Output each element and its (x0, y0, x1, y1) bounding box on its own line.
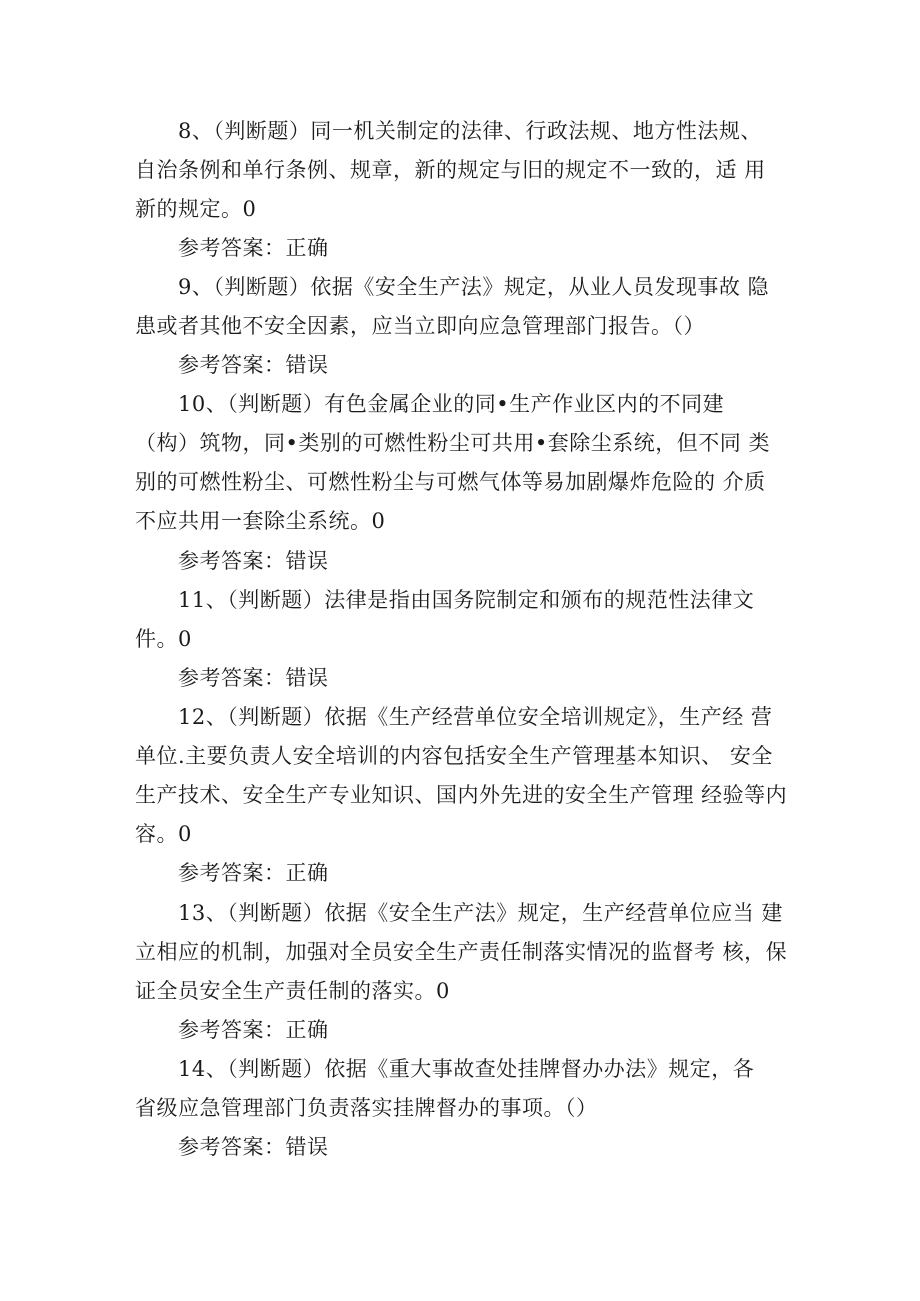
q12-line-4: 容。0 (135, 822, 192, 846)
answer-q14: 参考答案：错误 (178, 1135, 329, 1159)
q11-line-2: 件。0 (135, 627, 192, 651)
q8-line-2: 自治条例和单行条例、规章，新的规定与旧的规定不一致的，适 用 (135, 158, 766, 182)
q13-line-1: 13、（判断题）依据《安全生产法》规定，生产经营单位应当 建 (178, 901, 783, 925)
q8-line-1: 8、（判断题）同一机关制定的法律、行政法规、地方性法规、 (178, 119, 762, 143)
q10-line-3: 别的可燃性粉尘、可燃性粉尘与可燃气体等易加剧爆炸危险的 介质 (135, 470, 766, 494)
answer-q10: 参考答案：错误 (178, 549, 329, 573)
answer-q12: 参考答案：正确 (178, 861, 329, 885)
q10-line-1: 10、（判断题）有色金属企业的同•生产作业区内的不同建 (178, 392, 725, 416)
answer-q13: 参考答案：正确 (178, 1018, 329, 1042)
answer-q11: 参考答案：错误 (178, 666, 329, 690)
q13-line-2: 立相应的机制，加强对全员安全生产责任制落实情况的监督考 核，保 (135, 940, 788, 964)
q12-line-2: 单位.主要负责人安全培训的内容包括安全生产管理基本知识、 安全 (135, 744, 773, 768)
q9-line-2: 患或者其他不安全因素，应当立即向应急管理部门报告。（） (135, 314, 705, 338)
q12-line-1: 12、（判断题）依据《生产经营单位安全培训规定》，生产经 营 (178, 705, 773, 729)
q10-line-2: （构）筑物，同•类别的可燃性粉尘可共用•套除尘系统，但不同 类 (135, 431, 770, 455)
q12-line-3: 生产技术、安全生产专业知识、国内外先进的安全生产管理 经验等内 (135, 783, 788, 807)
q11-line-1: 11、（判断题）法律是指由国务院制定和颁布的规范性法律文 (178, 588, 755, 612)
q8-line-3: 新的规定。0 (135, 197, 257, 221)
q14-line-2: 省级应急管理部门负责落实挂牌督办的事项。（） (135, 1096, 598, 1120)
answer-q8: 参考答案：正确 (178, 236, 329, 260)
answer-q9: 参考答案：错误 (178, 353, 329, 377)
q14-line-1: 14、（判断题）依据《重大事故查处挂牌督办办法》规定，各 (178, 1057, 755, 1081)
q10-line-4: 不应共用一套除尘系统。0 (135, 509, 386, 533)
q13-line-3: 证全员安全生产责任制的落实。0 (135, 979, 450, 1003)
q9-line-1: 9、（判断题）依据《安全生产法》规定，从业人员发现事故 隐 (178, 275, 770, 299)
